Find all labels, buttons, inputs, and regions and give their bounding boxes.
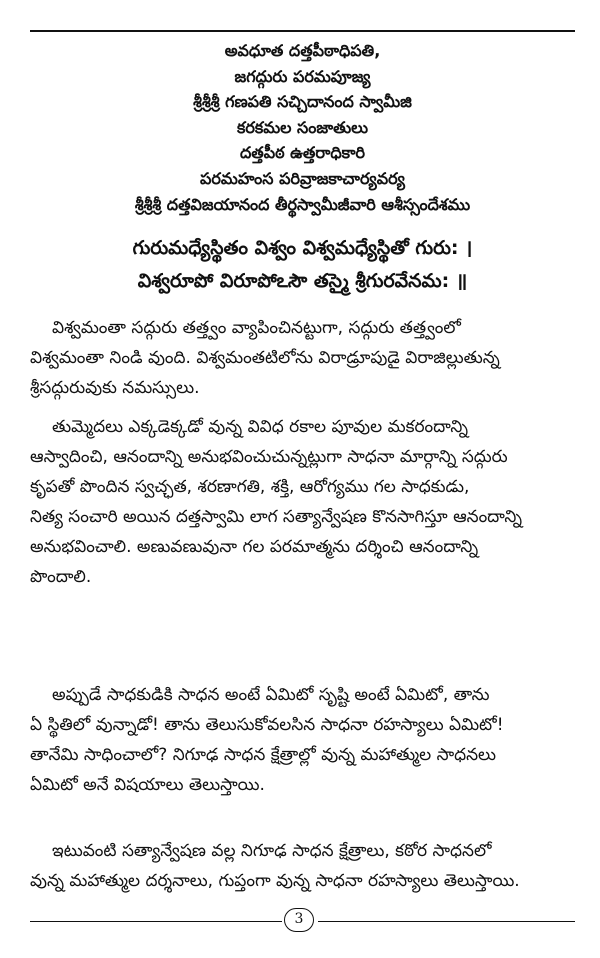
page-number: 3 <box>284 908 314 932</box>
paragraph-line: విశ్వమంతా నిండి వుంది. విశ్వమంతటిలోను విరాడ్రూపుడై విరాజిల్లుతున్న <box>30 348 500 368</box>
shloka-line: గురుమధ్యేస్థితం విశ్వం విశ్వమధ్యేస్థితో గురు: । <box>132 237 473 259</box>
header-line: శ్రీశ్రీశ్రీ గణపతి సచ్చిదానంద స్వామీజి <box>193 92 412 112</box>
header-line: అవధూత దత్తపీఠాధిపతి, <box>224 41 381 60</box>
top-rule <box>30 30 575 32</box>
paragraph-line: వున్న మహాత్ముల దర్శనాలు, గుప్తంగా వున్న సాధనా రహస్యాలు తెలుస్తాయి. <box>30 871 520 891</box>
paragraph-4 <box>30 836 575 896</box>
shloka-verse <box>30 232 575 298</box>
paragraph-2 <box>30 412 575 592</box>
paragraph-line: తానేమి సాధించాలో? నిగూఢ సాధన క్షేత్రాల్లో వున్న మహాత్ముల సాధనలు <box>30 745 496 765</box>
bottom-rule-left <box>30 921 282 922</box>
header-line: శ్రీశ్రీశ్రీ దత్తవిజయానంద తీర్థస్వామీజీవారి ఆశీస్సందేశము <box>134 194 471 214</box>
paragraph-line: ఏమిటో అనే విషయాలు తెలుస్తాయి. <box>30 775 265 795</box>
paragraph-line: అనుభవించాలి. అణువణువునా గల పరమాత్మను దర్శించి ఆనందాన్ని <box>30 537 479 557</box>
paragraph-line: పొందాలి. <box>30 567 92 587</box>
header-line: పరమహంస పరివ్రాజకాచార్యవర్య <box>200 168 405 188</box>
paragraph-3 <box>30 680 575 800</box>
paragraph-line: శ్రీసద్గురువుకు నమస్సులు. <box>30 378 200 398</box>
paragraph-line: తుమ్మెదలు ఎక్కడెక్కడో వున్న వివిధ రకాల పూవుల మకరందాన్ని <box>52 417 469 437</box>
paragraph-line: విశ్వమంతా సద్గురు తత్త్వం వ్యాపించినట్టుగా, సద్గురు తత్త్వంలో <box>52 318 461 338</box>
paragraph-line: ఏ స్థితిలో వున్నాడో! తాను తెలుసుకోవలసిన సాధనా రహస్యాలు ఏమిటో! <box>30 715 504 735</box>
header-line: జగద్గురు పరమపూజ్య <box>234 66 371 86</box>
paragraph-1 <box>30 313 575 403</box>
header-line: కరకమల సంజాతులు <box>237 117 368 137</box>
paragraph-line: అప్పుడే సాధకుడికి సాధన అంటే ఏమిటో సృష్టి అంటే ఏమిటో, తాను <box>52 685 490 705</box>
paragraph-line: ఆస్వాదించి, ఆనందాన్ని అనుభవించుచున్నట్లుగా సాధనా మార్గాన్ని సద్గురు <box>30 447 508 467</box>
paragraph-line: నిత్య సంచారి అయిన దత్తస్వామి లాగ సత్యాన్వేషణ కొనసాగిస్తూ ఆనందాన్ని <box>30 507 523 527</box>
header-line: దత్తపీఠ ఉత్తరాధికారి <box>239 143 366 163</box>
paragraph-line: కృపతో పొందిన స్వచ్ఛత, శరణాగతి, శక్తి, ఆరోగ్యము గల సాధకుడు, <box>30 477 470 497</box>
dedication-header <box>30 38 575 217</box>
shloka-line: విశ్వరూపో విరూపోఽసౌ తస్మై శ్రీగురవేనమ: ॥ <box>137 270 468 292</box>
bottom-rule-right <box>318 921 575 922</box>
paragraph-line: ఇటువంటి సత్యాన్వేషణ వల్ల నిగూఢ సాధన క్షేత్రాలు, కఠోర సాధనలో <box>52 841 492 861</box>
